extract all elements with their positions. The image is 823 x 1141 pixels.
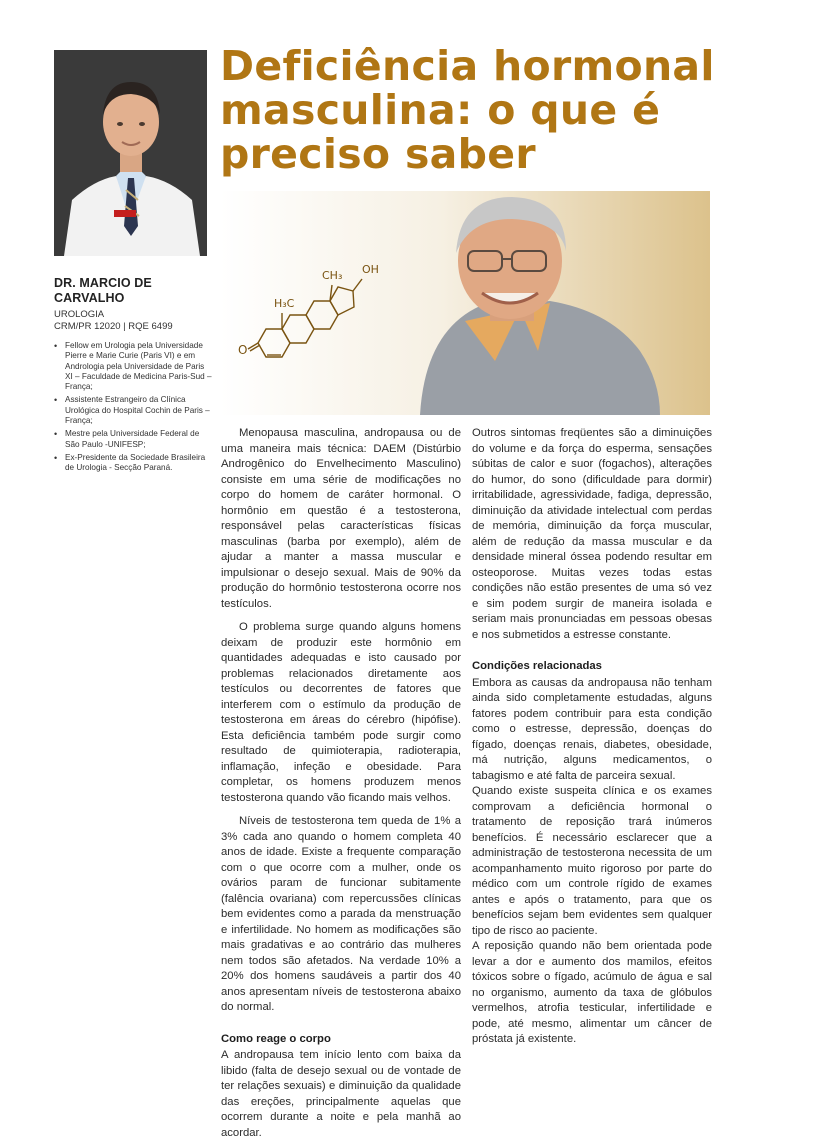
paragraph: Embora as causas da andropausa não tenham ainda sido completamente estudadas, alguns fatores podem contribuir para esta condição como o estresse, depressão, doenças do fígado, doenças renais, diabetes, obesidade, má nutrição, alguns medicamentos, o tabagismo e até falta de parceira sexual. [472,676,712,782]
credential-item: • Mestre pela Universidade Federal de São Paulo -UNIFESP; [54,429,212,450]
section-heading: Condições relacionadas [472,660,602,672]
paragraph: A reposição quando não bem orientada pode levar a dor e aumento dos mamilos, efeitos tóxicos sobre o fígado, acúmulo de água e sal no organismo, aumento da taxa de glóbulos vermelhos, atrofia testicular, infertilidade e pode, até mesmo, alimentar um câncer de próstata já existente. [472,940,712,1045]
credential-item: • Ex-Presidente da Sociedade Brasileira de Urologia - Secção Paraná. [54,453,212,474]
author-credentials [54,341,212,474]
molecule-h3c-label: H₃C [274,297,295,310]
credential-item: • Assistente Estrangeiro da Clínica Urológica do Hospital Cochin de Paris – França; [54,395,212,426]
author-crm: CRM/PR 12020 | RQE 6499 [54,321,173,332]
article-title: Deficiência hormonal masculina: o que é preciso saber [220,42,715,178]
author-portrait [54,50,207,256]
article-column-left [221,426,461,1141]
article-column-right [472,426,712,1048]
author-info [54,276,212,477]
author-name: DR. MARCIO DE CARVALHO [54,276,152,305]
section-heading: Como reage o corpo [221,1032,331,1045]
hero-illustration [220,191,710,415]
doctor-portrait-illustration [54,50,207,256]
paragraph: Menopausa masculina, andropausa ou de uma maneira mais técnica: DAEM (Distúrbio Androgênico do Envelhecimento Masculino) consiste em uma série de modificações no corpo do homem de caráter hormonal. O hormônio em questão é a testosterona, responsável pelas características físicas masculinas (barba por exemplo), além de ajudar a manter a massa muscular e impulsionar o desejo sexual. Mais de 90% da produção do hormônio testosterona ocorre nos testículos. [221,427,461,610]
molecule-ch3-label: CH₃ [322,269,343,282]
hero-photo [220,191,710,415]
molecule-o-label: O [238,343,248,357]
author-specialty: UROLOGIA [54,309,105,320]
paragraph: O problema surge quando alguns homens deixam de produzir este hormônio em quantidades adequadas e isto causado por problemas relacionados diretamente aos testículos ou decorrentes de fatores que interferem com o estímulo da produção de testosterona em áreas do cérebro (hipófise). Esta deficiência também pode surgir como resultado de quimioterapia, radioterapia, inflamação, infeção e obesidade. Para completar, os homens produzem menos testosterona quando vão ficando mais velhos. [221,621,461,804]
paragraph: A andropausa tem início lento com baixa da libido (falta de desejo sexual ou de vontade de ter relações sexuais) e diminuição da qualidade das ereções, principalmente aquelas que ocorrem durante a noite e pela manhã ao acordar. [221,1049,461,1139]
paragraph: Quando existe suspeita clínica e os exames comprovam a deficiência hormonal o tratamento de reposição trará inúmeros benefícios. É necessário esclarecer que a administração de testosterona necessita de um acompanhamento muito rigoroso por parte do médico com um controle rígido de exames antes e após o tratamento, para que os benefícios sejam bem evidentes sem qualquer tipo de risco ao paciente. [472,785,712,937]
molecule-oh-label: OH [362,263,379,276]
paragraph: Níveis de testosterona tem queda de 1% a 3% cada ano quando o homem completa 40 anos de idade. Existe a frequente comparação com o que ocorre com a mulher, onde os ovários param de funcionar subitamente (falência ovariana) com repercussões clínicas bem evidentes como a parada da menstruação e infertilidade. No homem as modificações são mais gradativas e ao contrário das mulheres nem todos são afetados. Na verdade 10% a 20% dos homens saudáveis a partir dos 40 anos apresentam níveis de testosterona abaixo do normal. [221,815,461,1013]
paragraph: Outros sintomas freqüentes são a diminuições do volume e da força do esperma, sensações súbitas de calor e suor (fogachos), alterações do humor, do sono (dificuldade para dormir) irritabilidade, agressividade, fadiga, depressão, diminuição da atividade intelectual com perdas de memória, diminuição da força muscular, além de redução da massa muscular e da densidade mineral óssea podendo resultar em osteoporose. Muitas vezes todas estas condições não estão presentes de uma só vez e sim podem surgir de maneira isolada e seriam mais pronunciadas em pessoas obesas e nos submetidos a estresse constante. [472,427,712,641]
credential-item: • Fellow em Urologia pela Universidade Pierre e Marie Curie (Paris VI) e em Andrologia pela Universidade de Paris XI – Faculdade de Medicina Paris-Sud – França; [54,341,212,392]
